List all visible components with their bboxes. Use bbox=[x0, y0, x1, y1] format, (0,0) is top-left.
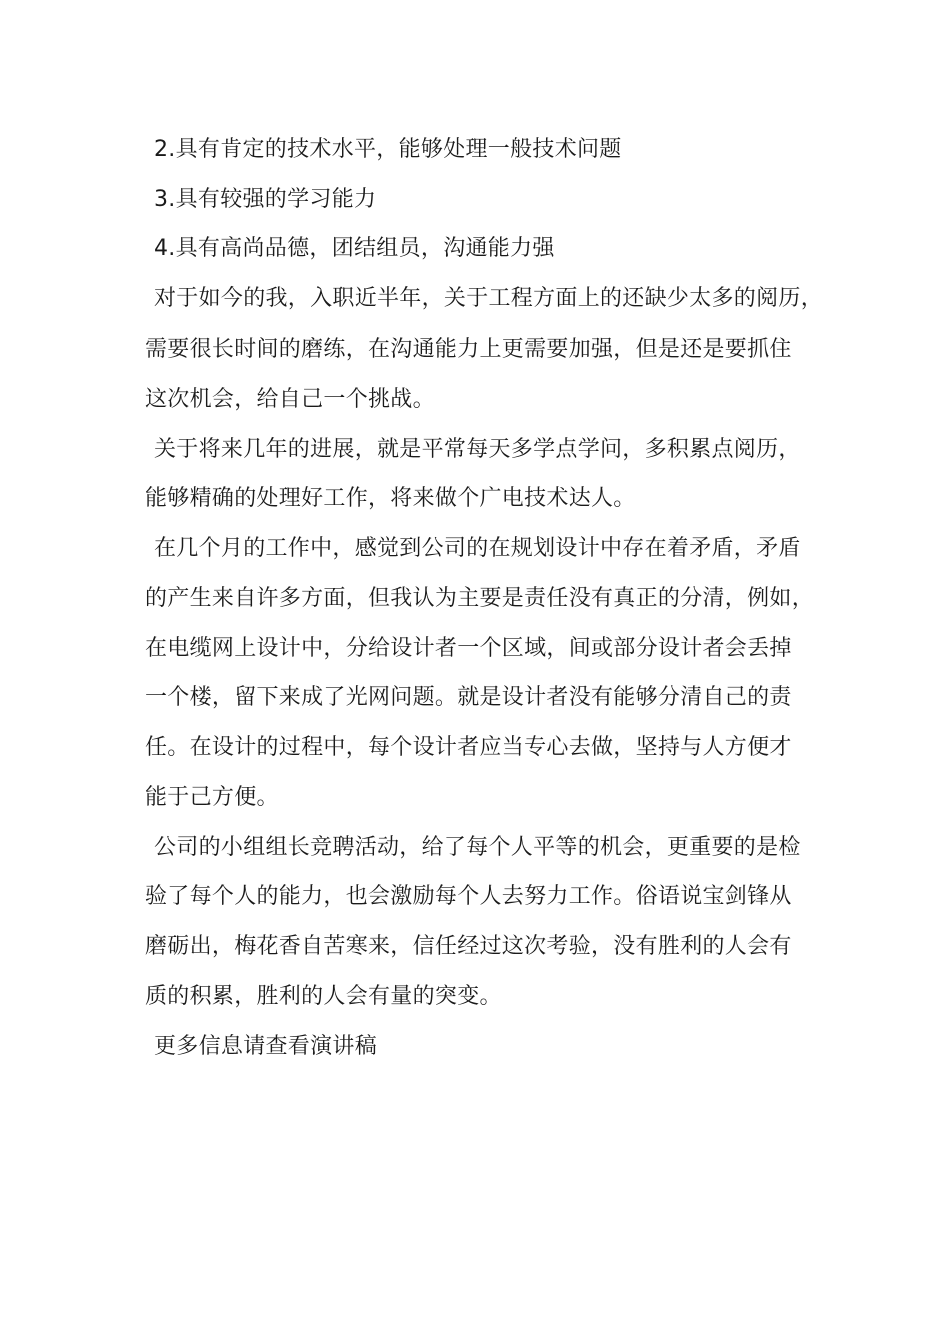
paragraph-line: 能够精确的处理好工作，将来做个广电技术达人。 bbox=[145, 486, 636, 511]
paragraph-line: 这次机会，给自己一个挑战。 bbox=[145, 387, 435, 412]
paragraph-line: 验了每个人的能力，也会激励每个人去努力工作。俗语说宝剑锋从 bbox=[145, 884, 792, 909]
list-item-2: 2.具有肯定的技术水平，能够处理一般技术问题 bbox=[154, 137, 622, 162]
paragraph-line: 在几个月的工作中，感觉到公司的在规划设计中存在着矛盾，矛盾 bbox=[154, 536, 801, 561]
paragraph-line: 质的积累，胜利的人会有量的突变。 bbox=[145, 984, 502, 1009]
list-item-4: 4.具有高尚品德，团结组员，沟通能力强 bbox=[154, 236, 555, 261]
paragraph-line: 关于将来几年的进展，就是平常每天多学点学问，多积累点阅历， bbox=[154, 437, 801, 462]
paragraph-line: 需要很长时间的磨练，在沟通能力上更需要加强，但是还是要抓住 bbox=[145, 337, 792, 362]
paragraph-line: 磨砺出，梅花香自苦寒来，信任经过这次考验，没有胜利的人会有 bbox=[145, 934, 792, 959]
paragraph-line: 能于己方便。 bbox=[145, 785, 279, 810]
more-info-text: 更多信息请查看演讲稿 bbox=[154, 1034, 378, 1059]
paragraph-line: 对于如今的我，入职近半年，关于工程方面上的还缺少太多的阅历， bbox=[154, 286, 824, 311]
paragraph-line: 一个楼，留下来成了光网问题。就是设计者没有能够分清自己的责 bbox=[145, 685, 792, 710]
paragraph-line: 的产生来自许多方面，但我认为主要是责任没有真正的分清，例如， bbox=[145, 586, 815, 611]
paragraph-line: 公司的小组组长竞聘活动，给了每个人平等的机会，更重要的是检 bbox=[154, 835, 801, 860]
paragraph-line: 在电缆网上设计中，分给设计者一个区域，间或部分设计者会丢掉 bbox=[145, 636, 792, 661]
paragraph-line: 任。在设计的过程中，每个设计者应当专心去做，坚持与人方便才 bbox=[145, 735, 792, 760]
list-item-3: 3.具有较强的学习能力 bbox=[154, 187, 377, 212]
